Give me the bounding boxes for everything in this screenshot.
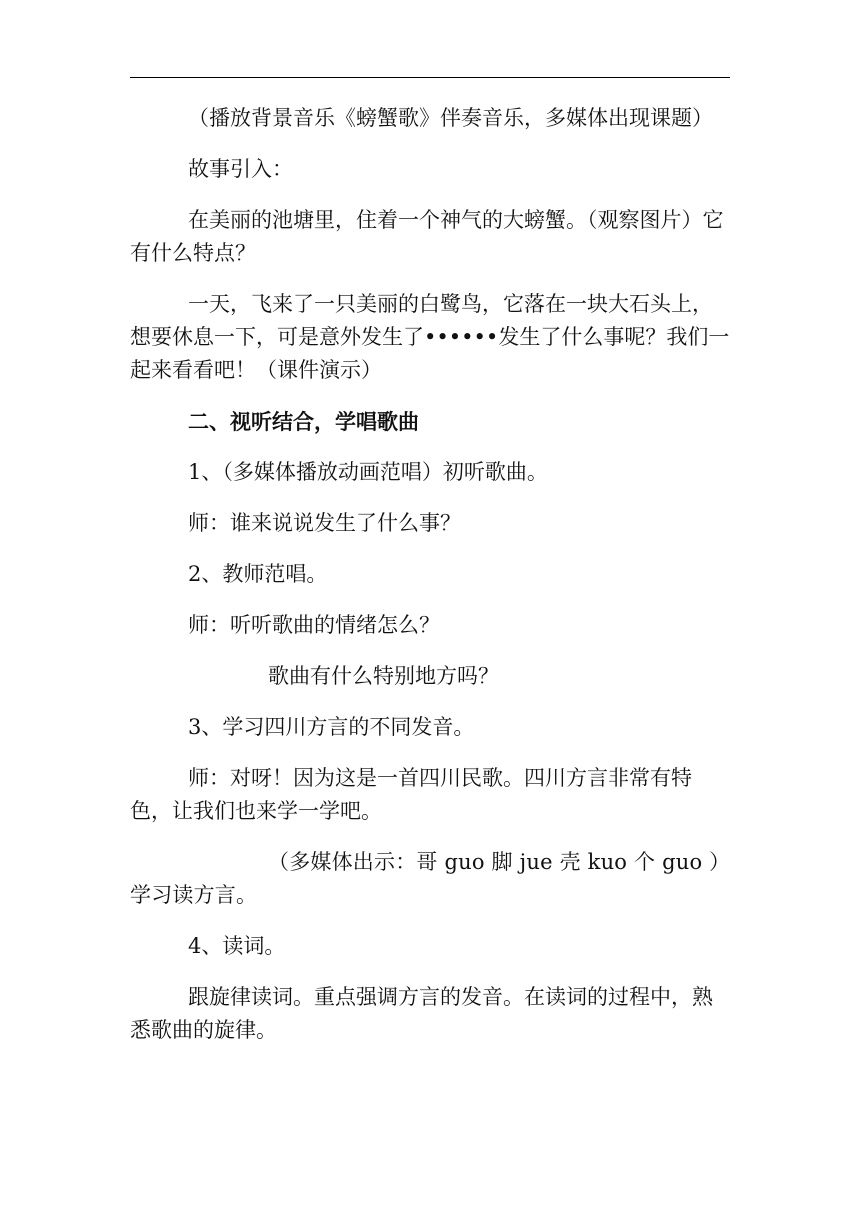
paragraph-special-feature-question: 歌曲有什么特别地方吗？ [268, 664, 499, 688]
paragraph-step-2: 2、教师范唱。 [188, 562, 328, 586]
paragraph-step-1: 1、（多媒体播放动画范唱）初听歌曲。 [188, 460, 548, 484]
paragraph-egret-story: 一天，飞来了一只美丽的白鹭鸟，它落在一块大石头上，想要休息一下，可是意外发生了••••••发生了什么事呢？我们一起来看看吧！（课件演示） [130, 292, 730, 382]
paragraph-background-music: （播放背景音乐《螃蟹歌》伴奏音乐，多媒体出现课题） [188, 106, 713, 130]
paragraph-teacher-question-2: 师：听听歌曲的情绪怎么？ [188, 613, 440, 637]
document-body [130, 102, 730, 1065]
paragraph-sichuan-folk-song: 师：对呀！因为这是一首四川民歌。四川方言非常有特色，让我们也来学一学吧。 [130, 766, 692, 823]
header-rule [130, 77, 730, 78]
paragraph-dialect-pronunciation: （多媒体出示：哥 guo 脚 jue 壳 kuo 个 guo ）学习读方言。 [130, 850, 720, 907]
paragraph-step-3: 3、学习四川方言的不同发音。 [188, 715, 475, 739]
paragraph-pond-crab: 在美丽的池塘里，住着一个神气的大螃蟹。（观察图片）它有什么特点？ [130, 208, 724, 265]
paragraph-step-4: 4、读词。 [188, 934, 286, 958]
paragraph-teacher-question-1: 师：谁来说说发生了什么事？ [188, 511, 461, 535]
paragraph-read-lyrics: 跟旋律读词。重点强调方言的发音。在读词的过程中，熟悉歌曲的旋律。 [130, 985, 713, 1042]
section-heading-listen-and-sing: 二、视听结合，学唱歌曲 [188, 409, 419, 434]
paragraph-story-intro-label: 故事引入： [188, 157, 293, 181]
